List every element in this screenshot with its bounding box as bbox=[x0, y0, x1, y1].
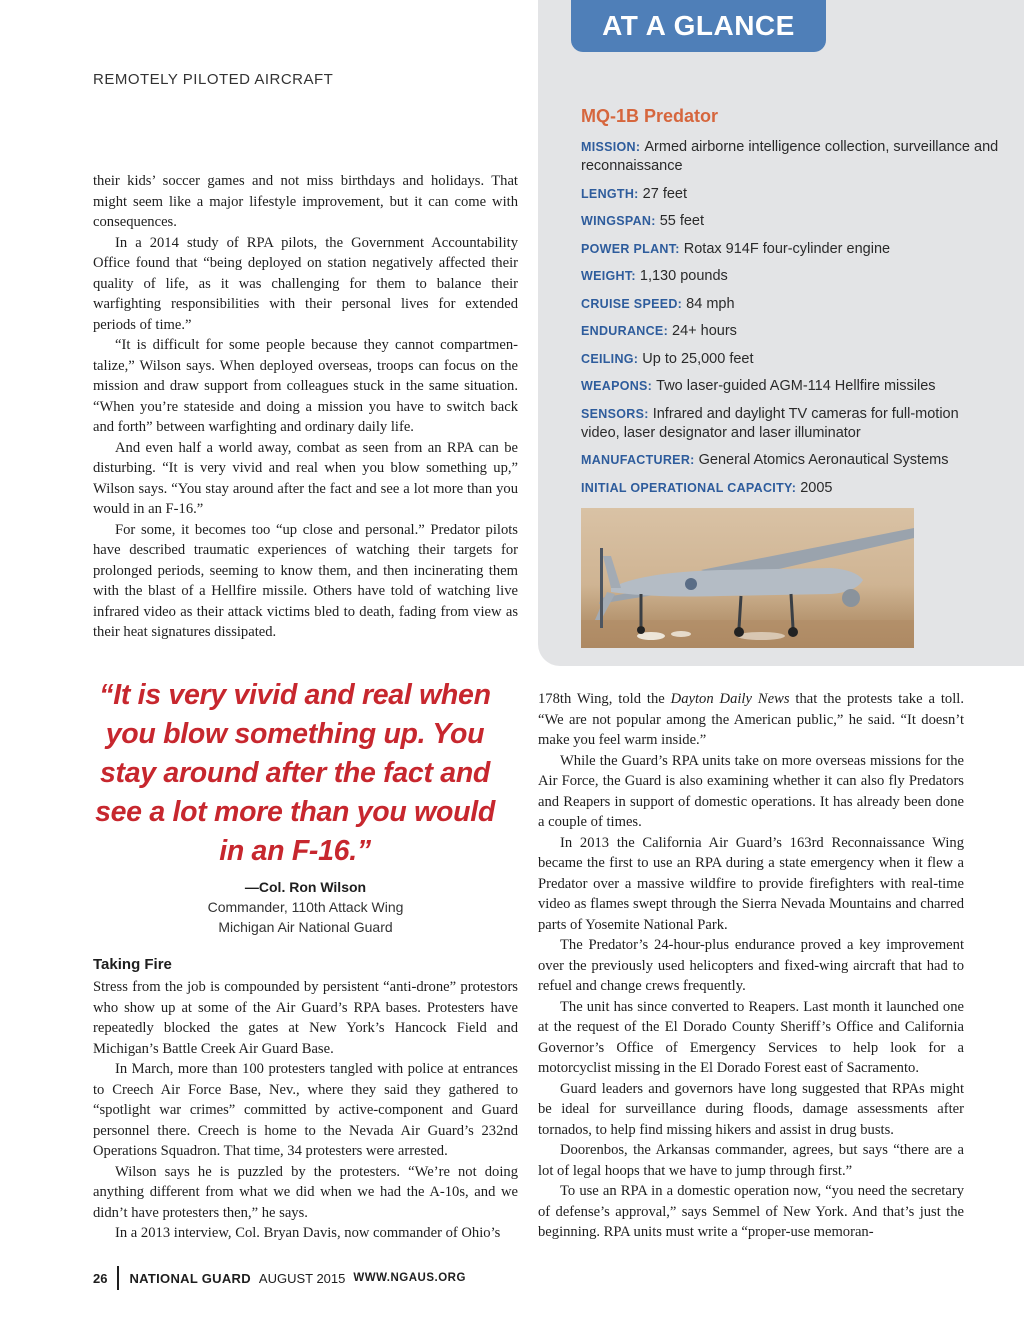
paragraph: Stress from the job is compounded by persistent “anti-drone” protestors who show up at some of the Air Guard’s RPA bases. Protesters have repeatedly blocked the gates at New York’s Hancock Field and Michigan’s Battle Creek Air Guard Base. bbox=[93, 979, 518, 1057]
paragraph: In 2013 the California Air Guard’s 163rd Reconnaissance Wing became the first to use an RPA during a state emergency when it flew a Predator over a massive wildfire to provide firefighters with real-time video as flames swept through the Sierra Nevada Mountains and charred parts of Yosemite National Park. bbox=[538, 834, 964, 933]
aircraft-name: MQ-1B Predator bbox=[581, 106, 719, 126]
paragraph: 178th Wing, told the Dayton Daily News that the protests take a toll. “We are not popular among the American public,” he said. “It doesn’t make you feel warm inside.” bbox=[538, 691, 964, 748]
paragraph: Guard leaders and governors have long suggested that RPAs might be ideal for surveillance during floods, damage assessments after tornados, to help find missing hikers and assist in drug busts. bbox=[538, 1080, 964, 1138]
spec-cruise-speed: CRUISE SPEED: 84 mph bbox=[581, 295, 735, 312]
spec-length: LENGTH: 27 feet bbox=[581, 185, 687, 202]
paragraph: In a 2014 study of RPA pilots, the Government Accountability Office found that “being deployed on station negatively affected their quality of life, as it was challenging for them to balance their warfighting responsibilities with their personal lives for extended periods of time.” bbox=[93, 234, 518, 333]
paragraph: Wilson says he is puzzled by the protesters. “We’re not doing anything different from what we did when we had the A-10s, and we didn’t have protesters then,” he says. bbox=[93, 1163, 518, 1221]
paragraph: For some, it becomes too “up close and personal.” Predator pilots have described traumatic experiences of watching their targets for prolonged periods, seeming to know them, and then incinerating them with the blast of a Hellfire missile. Others have told of watching live infrared video as their attack victims bled to death, fading from view as their heat signatures dissipated. bbox=[93, 521, 518, 640]
predator-drone-photo bbox=[581, 508, 914, 648]
paragraph: Doorenbos, the Arkansas commander, agrees, but says “there are a lot of legal hoops that we have to jump through first.” bbox=[538, 1142, 964, 1179]
article-column-bottom-right bbox=[538, 689, 964, 1243]
spec-wingspan: WINGSPAN: 55 feet bbox=[581, 213, 705, 229]
section-header: REMOTELY PILOTED AIRCRAFT bbox=[93, 71, 334, 88]
spec-manufacturer: MANUFACTURER: General Atomics Aeronautical Systems bbox=[581, 452, 949, 468]
issue-date: AUGUST 2015 bbox=[258, 1270, 346, 1286]
paragraph: In a 2013 interview, Col. Bryan Davis, now commander of Ohio’s bbox=[115, 1225, 501, 1241]
paragraph: The Predator’s 24-hour-plus endurance proved a key improvement over the previously used helicopters and fixed-wing aircraft that had to refuel and change crews frequently. bbox=[538, 937, 964, 994]
pull-quote: “It is very vivid and real when you blow something up. You stay around after the fact and see a lot more than you would in an F-16.” bbox=[95, 679, 495, 867]
at-a-glance-tab: AT A GLANCE bbox=[571, 0, 826, 52]
spec-power-plant: POWER PLANT: Rotax 914F four-cylinder engine bbox=[581, 240, 891, 257]
paragraph: And even half a world away, combat as seen from an RPA can be disturbing. “It is very vivid and real when you blow something up,” Wilson says. “You stay around after the fact and see a lot more than you would in an F-16.” bbox=[93, 439, 518, 517]
paragraph: “It is difficult for some people because they cannot compartmentalize,” Wilson says. When deployed overseas, troops can focus on the mission and draw support from colleagues stuck in the same situation. “When you’re stateside and doing a mission you have to switch back and forth” between warfighting and ordinary daily life. bbox=[93, 337, 518, 435]
footer-divider bbox=[117, 1266, 119, 1290]
attribution-unit: Michigan Air National Guard bbox=[218, 919, 393, 935]
spec-ceiling: CEILING: Up to 25,000 feet bbox=[581, 350, 754, 367]
paragraph: While the Guard’s RPA units take on more overseas missions for the Air Force, the Guard is also examining whether it can also fly Predators and Reapers in support of domestic operations. It has already been done a couple of times. bbox=[538, 752, 964, 830]
pull-quote-attribution bbox=[93, 877, 518, 937]
spec-mission: MISSION: Armed airborne intelligence collection, surveillance and reconnaissance bbox=[581, 139, 999, 174]
spec-weight: WEIGHT: 1,130 pounds bbox=[581, 268, 728, 284]
paragraph: To use an RPA in a domestic operation now, “you need the secretary of defense’s approval,” says Semmel of New York. And that’s just the beginning. RPA units must write a “proper-use memoran- bbox=[538, 1183, 964, 1240]
paragraph: The unit has since converted to Reapers. Last month it launched one at the request of the El Dorado County Sheriff’s Office and California Governor’s Office of Emergency Services to help look for a motorcyclist missing in the El Dorado Forest east of Sacramento. bbox=[538, 998, 964, 1076]
spec-endurance: ENDURANCE: 24+ hours bbox=[581, 323, 737, 339]
page-footer bbox=[93, 1268, 466, 1288]
attribution-role: Commander, 110th Attack Wing bbox=[207, 899, 404, 915]
website-link[interactable]: WWW.NGAUS.ORG bbox=[353, 1272, 466, 1284]
predator-drone-illustration bbox=[581, 508, 914, 648]
spec-sensors: SENSORS: Infrared and daylight TV cameras for full-motion video, laser designator and laser illuminator bbox=[581, 405, 959, 441]
paragraph: In March, more than 100 protesters tangled with police at entrances to Creech Air Force Base, Nev., where they said they gathered to “spotlight war crimes” committed by active-component and Guard personnel there. Creech is home to the Nevada Air Guard’s 232nd Operations Squadron. That time, 34 protesters were arrested. bbox=[93, 1061, 518, 1159]
article-column-bottom-left bbox=[93, 977, 518, 1244]
paragraph: their kids’ soccer games and not miss birthdays and holidays. That might seem like a major lifestyle improvement, but it can come with consequences. bbox=[93, 173, 518, 230]
magazine-name: NATIONAL GUARD bbox=[129, 1270, 251, 1286]
section-subhead: Taking Fire bbox=[93, 956, 172, 973]
publication-name: Dayton Daily News bbox=[670, 691, 790, 707]
spec-weapons: WEAPONS: Two laser-guided AGM-114 Hellfire missiles bbox=[581, 378, 936, 394]
page-number: 26 bbox=[93, 1270, 108, 1286]
article-column-top-left bbox=[93, 171, 518, 643]
spec-list bbox=[581, 138, 1001, 506]
spec-initial-operational-capacity: INITIAL OPERATIONAL CAPACITY: 2005 bbox=[581, 479, 833, 496]
attribution-name: —Col. Ron Wilson bbox=[244, 879, 367, 895]
